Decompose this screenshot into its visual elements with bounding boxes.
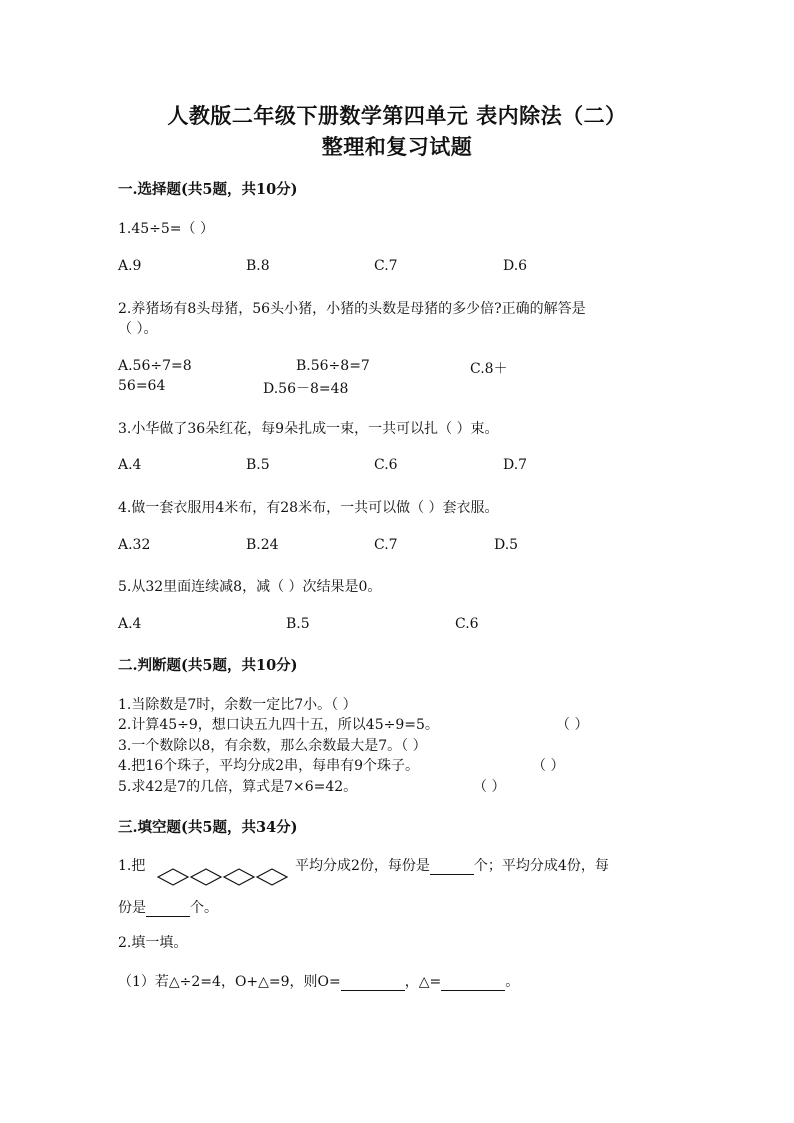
diamond-shapes-figure <box>157 866 289 888</box>
diamond-shape-4 <box>257 869 287 885</box>
q1-1-option-d: D.6 <box>503 258 528 274</box>
judge-item-2-paren: （ ） <box>556 717 589 733</box>
q1-2-option-a: A.56÷7=8 <box>118 358 192 374</box>
fill-q2-sub-1 <box>118 971 519 991</box>
title-line-1: 人教版二年级下册数学第四单元 表内除法（二） <box>167 103 627 128</box>
section-1-heading: 一.选择题(共5题，共10分) <box>118 181 298 198</box>
question-1-4-stem: 4.做一套衣服用4米布，有28米布，一共可以做（ ）套衣服。 <box>118 500 499 516</box>
diamond-shape-3 <box>224 869 254 885</box>
section-3-heading: 三.填空题(共5题，共34分) <box>118 819 298 836</box>
judge-item-3: 3.一个数除以8，有余数，那么余数最大是7。（ ） <box>118 738 427 754</box>
fill-q2-stem: 2.填一填。 <box>118 935 188 951</box>
q1-1-option-a: A.9 <box>118 258 142 274</box>
q1-3-option-c: C.6 <box>374 457 398 473</box>
fill-q1-blank-1[interactable] <box>430 858 474 875</box>
fill-q1-text-b: 个；平均分成4份，每 <box>473 858 609 874</box>
diamond-shape-1 <box>158 869 188 885</box>
fill-q1-line-2 <box>118 897 218 917</box>
q1-4-option-d: D.5 <box>494 537 519 553</box>
fill-q1-prefix: 1.把 <box>118 858 146 874</box>
question-1-1-stem: 1.45÷5=（ ） <box>118 221 214 237</box>
fill-q2-blank-circle[interactable] <box>341 974 405 991</box>
q1-2-option-b: B.56÷8=7 <box>296 358 370 374</box>
fill-q2-sub1-b: ，△= <box>404 974 442 990</box>
q1-1-option-c: C.7 <box>374 258 398 274</box>
q1-2-option-d: D.56－8=48 <box>263 381 349 397</box>
question-1-3-stem: 3.小华做了36朵红花，每9朵扎成一束，一共可以扎（ ）束。 <box>118 421 499 437</box>
judge-item-4: 4.把16个珠子，平均分成2串，每串有9个珠子。 <box>118 758 419 774</box>
q1-3-option-a: A.4 <box>118 457 142 473</box>
judge-item-4-paren: （ ） <box>532 758 565 774</box>
fill-q1-text-a: 平均分成2份，每份是 <box>295 858 430 874</box>
q1-5-option-c: C.6 <box>455 616 479 632</box>
fill-q2-blank-triangle[interactable] <box>441 974 505 991</box>
question-1-2-stem-line-1: 2.养猪场有8头母猪，56头小猪，小猪的头数是母猪的多少倍?正确的解答是 <box>118 301 586 317</box>
q1-3-option-b: B.5 <box>246 457 270 473</box>
fill-q1-line-1 <box>295 855 609 875</box>
section-2-heading: 二.判断题(共5题，共10分) <box>118 657 298 674</box>
q1-3-option-d: D.7 <box>503 457 528 473</box>
q1-4-option-b: B.24 <box>246 537 279 553</box>
judge-item-5: 5.求42是7的几倍，算式是7×6=42。 <box>118 779 358 795</box>
q1-2-option-c-cont: 56=64 <box>118 378 166 394</box>
q1-2-option-c: C.8＋ <box>470 361 508 377</box>
fill-q2-sub1-c: 。 <box>505 974 520 990</box>
judge-item-1: 1.当除数是7时，余数一定比7小。（ ） <box>118 697 357 713</box>
fill-q1-line2-b: 个。 <box>190 900 218 916</box>
diamond-shape-2 <box>191 869 221 885</box>
q1-4-option-c: C.7 <box>374 537 398 553</box>
q1-4-option-a: A.32 <box>118 537 151 553</box>
q1-5-option-a: A.4 <box>118 616 142 632</box>
question-1-5-stem: 5.从32里面连续减8，减（ ）次结果是0。 <box>118 579 382 595</box>
q1-1-option-b: B.8 <box>246 258 270 274</box>
question-1-2-stem-line-2: （ ）。 <box>118 321 158 337</box>
title-line-2: 整理和复习试题 <box>321 134 473 159</box>
judge-item-5-paren: （ ） <box>473 779 506 795</box>
q1-5-option-b: B.5 <box>286 616 310 632</box>
judge-item-2: 2.计算45÷9，想口诀五九四十五，所以45÷9=5。 <box>118 717 439 733</box>
fill-q1-line2-a: 份是 <box>118 900 146 916</box>
fill-q2-sub1-a: （1）若△÷2=4，O+△=9，则O= <box>118 974 341 990</box>
fill-q1-blank-2[interactable] <box>146 900 190 917</box>
